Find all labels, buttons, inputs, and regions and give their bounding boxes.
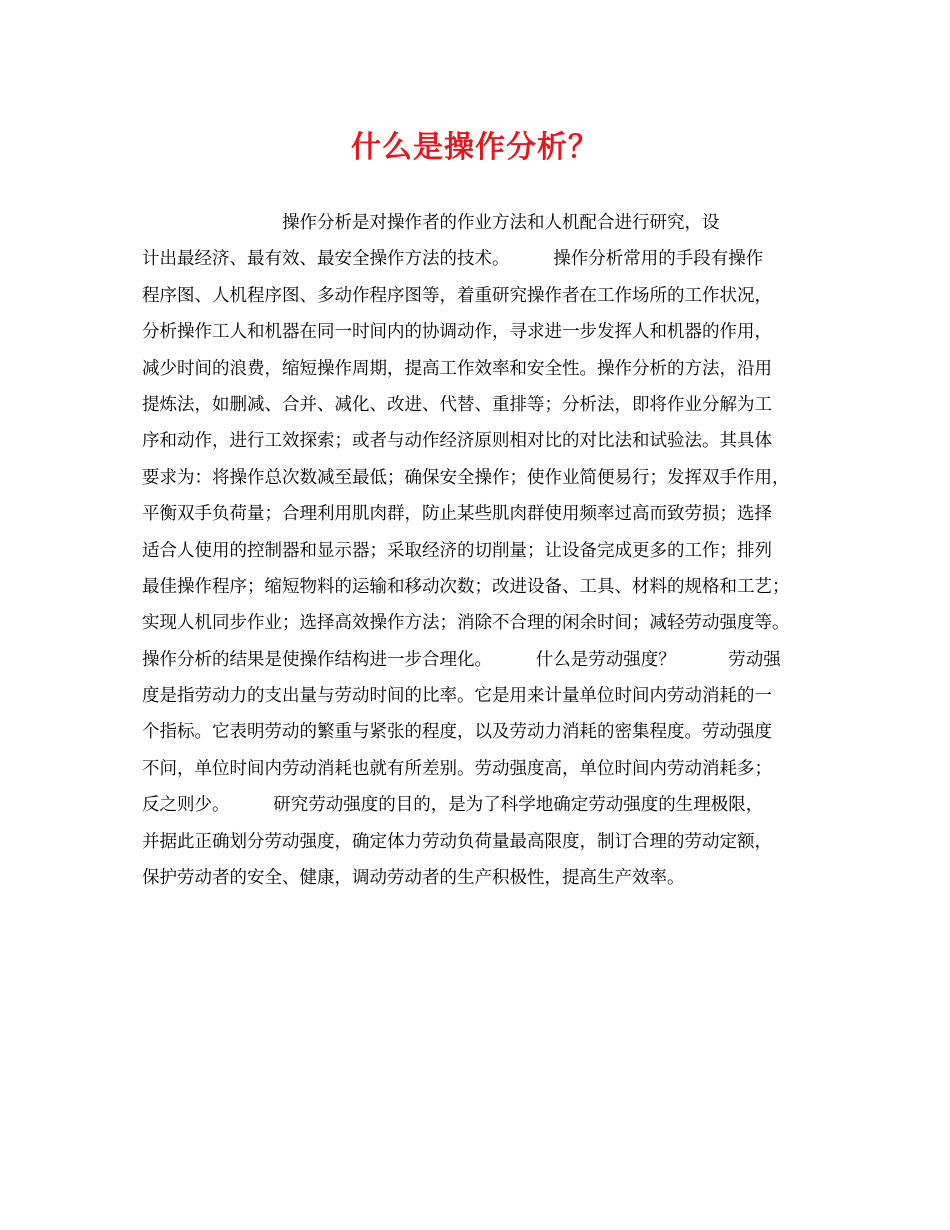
text-line: 最佳操作程序；缩短物料的运输和移动次数；改进设备、工具、材料的规格和工艺； <box>142 576 790 597</box>
text-line: 度是指劳动力的支出量与劳动时间的比率。它是用来计量单位时间内劳动消耗的一 <box>142 686 772 707</box>
body-paragraph <box>142 205 832 896</box>
text-line: 分析操作工人和机器在同一时间内的协调动作，寻求进一步发挥人和机器的作用， <box>142 322 772 343</box>
text-line: 不问，单位时间内劳动消耗也就有所差别。劳动强度高，单位时间内劳动消耗多； <box>142 758 772 779</box>
text-line: 程序图、人机程序图、多动作程序图等，着重研究操作者在工作场所的工作状况， <box>142 285 772 306</box>
text-line: 平衡双手负荷量；合理利用肌肉群，防止某些肌肉群使用频率过高而致劳损；选择 <box>142 504 772 525</box>
text-line: 序和动作，进行工效探索；或者与动作经济原则相对比的对比法和试验法。其具体 <box>142 431 772 452</box>
text-line: 并据此正确划分劳动强度，确定体力劳动负荷量最高限度，制订合理的劳动定额， <box>142 831 772 852</box>
text-line: 实现人机同步作业；选择高效操作方法；消除不合理的闲余时间；减轻劳动强度等。 <box>142 613 790 634</box>
text-line: 个指标。它表明劳动的繁重与紧张的程度，以及劳动力消耗的密集程度。劳动强度 <box>142 722 772 743</box>
text-line: 操作分析的结果是使操作结构进一步合理化。 什么是劳动强度？ 劳动强 <box>142 649 781 670</box>
document-title: 什么是操作分析？ <box>351 130 599 165</box>
text-line: 适合人使用的控制器和显示器；采取经济的切削量；让设备完成更多的工作；排列 <box>142 540 772 561</box>
text-line: 反之则少。 研究劳动强度的目的，是为了科学地确定劳动强度的生理极限， <box>142 795 764 816</box>
text-line: 计出最经济、最有效、最安全操作方法的技术。 操作分析常用的手段有操作 <box>142 249 764 270</box>
text-line: 操作分析是对操作者的作业方法和人机配合进行研究，设 <box>142 213 720 233</box>
text-line: 提炼法，如删减、合并、减化、改进、代替、重排等；分析法，即将作业分解为工 <box>142 394 772 415</box>
text-line: 保护劳动者的安全、健康，调动劳动者的生产积极性，提高生产效率。 <box>142 868 685 889</box>
text-line: 减少时间的浪费，缩短操作周期，提高工作效率和安全性。操作分析的方法，沿用 <box>142 358 772 379</box>
text-line: 要求为：将操作总次数减至最低；确保安全操作；使作业简便易行；发挥双手作用， <box>142 467 790 488</box>
